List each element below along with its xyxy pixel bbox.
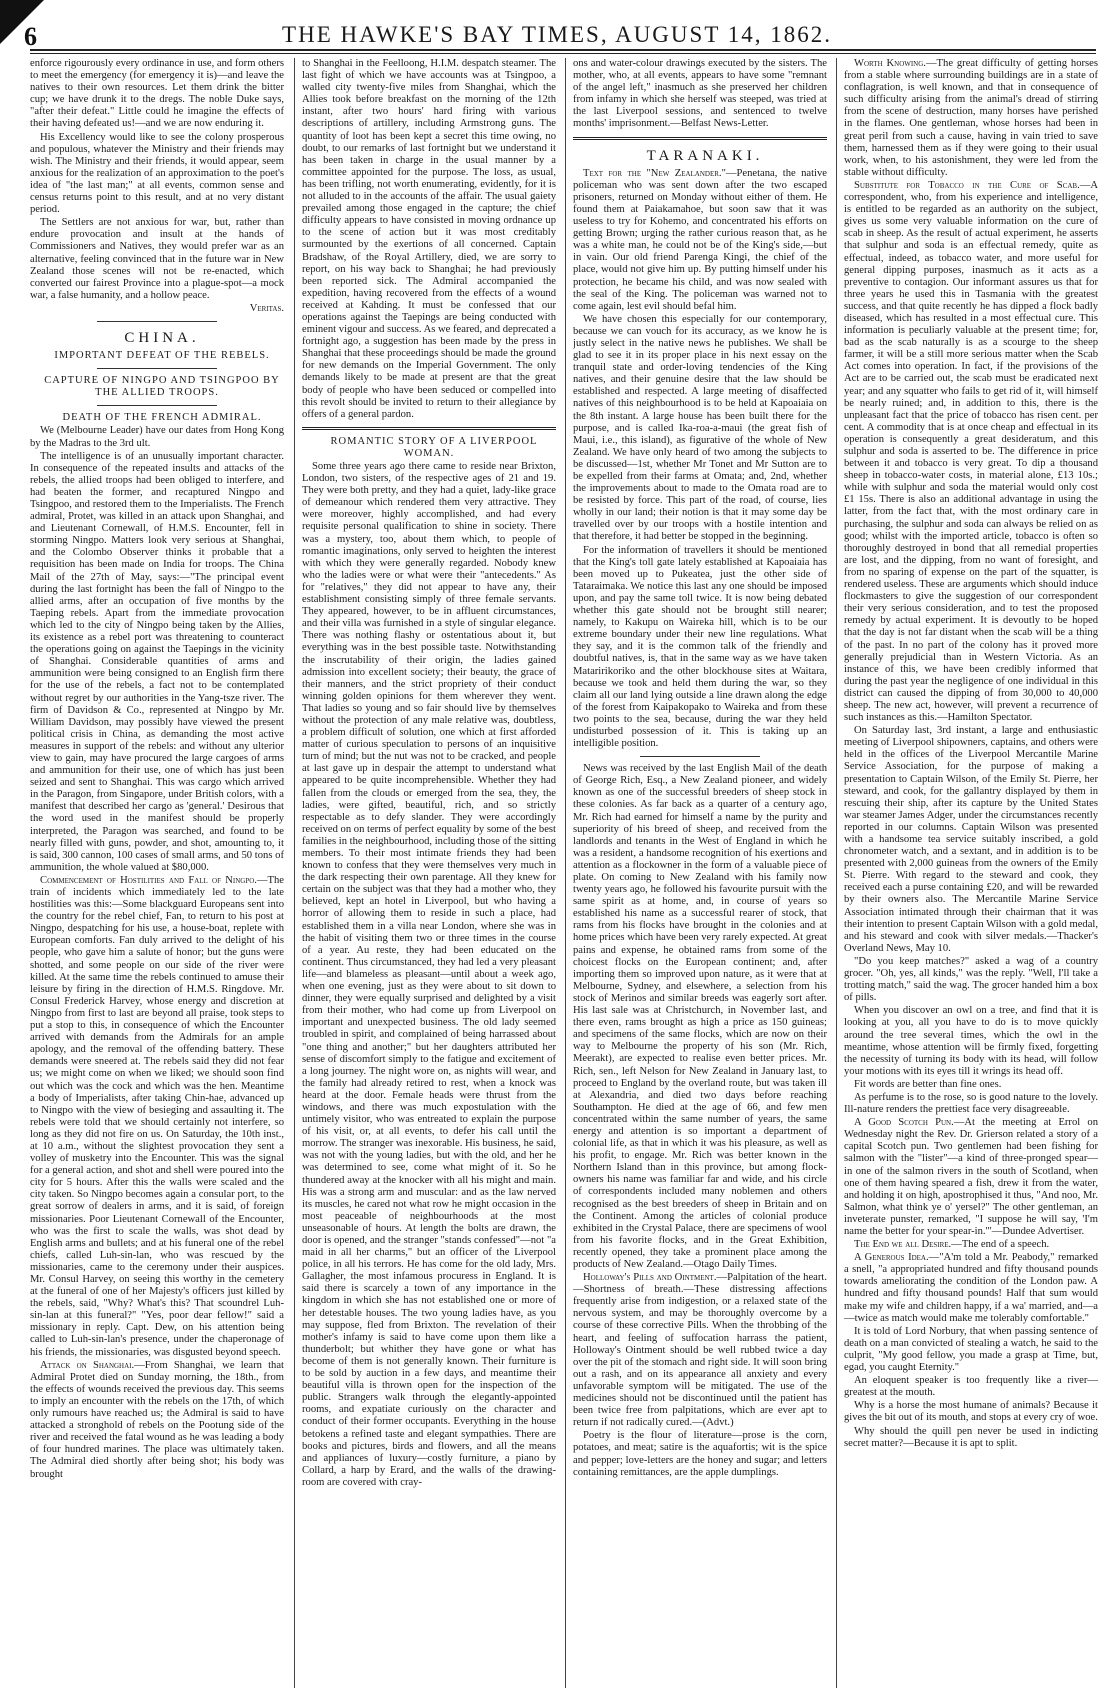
paragraph: His Excellency would like to see the colony prosperous and populous, whatever the Ministry and their friends may wish. The Ministry and their friends, it would appear, seem anxious for the realization of an approximation to the poet's idea of "the last man;" at all events, common sense and census returns point to this result, and at no very distant period. — [30, 131, 284, 216]
paragraph-body: —A correspondent, who, from his experience and intelligence, is entitled to be regarded as an authority on the subject, gives us some very valuable information on the cure of scab in sheep. As the result of actual experiment, he asserts that sulphur and soda is an effectual remedy, quite as effectual, indeed, as tobacco water, and more useful for general dipping purposes, inasmuch as it acts as a preventive to contagion. Our informant assures us that for three years he used this in Tasmania with the greatest success, and that quite recently he has dipped a flock badly diseased, which has resulted in a most effectual cure. This information is peculiarly valuable at the present time; for, bad as the scab naturally is as a scourge to the sheep farmer, it will be a still more serious matter when the Scab Act comes into operation. In fact, if the provisions of the Act are to be carried out, the scab must be eradicated next year; and any squatter who fails to get rid of it, will himself be nearly ruined; and, in addition to this, there is the unpleasant fact that the price of tobacco has risen cent. per cent. A commodity that is at once cheap and effectual in its operation is consequently a great desideratum, and this sulphur and soda is asserted to be. The difference in price between it and tobacco is very great. To dip a thousand sheep in tobacco-water costs, in material alone, £13 10s.; while with sulphur and soda the material would only cost £1 15s. There is also an additional advantage in using the latter, from the fact that, with the most ordinary care in purchasing, the sulphur and soda can always be relied on as good; whilst with the imported article, tobacco is often so thoroughly destroyed in bond that all remedial properties are lost, and the dipping, from no want of foresight, and from no sparing of expense on the part of the squatter, is rendered useless. These are arguments which should induce flockmasters to give the suggestion of our correspondent their very serious consideration, and to test the proposed remedy by actual experiment. It is devoutly to be hoped that the day is not far distant when the scab will be a thing of the past. In no part of the colony has it proved more generally prejudicial than in Western Victoria. As an instance of this, we have been credibly informed that during the past year the negligence of one individual in this district can caused the dipping of from 30,000 to 40,000 sheep. The new act, however, will prevent a recurrence of such instances as this.—Hamilton Spectator. — [844, 179, 1098, 724]
paragraph-lead: The End we all Desire. — [854, 1239, 952, 1251]
column-divider — [294, 58, 295, 1688]
section-heading-romance: ROMANTIC STORY OF A LIVERPOOL WOMAN. — [330, 435, 538, 459]
paragraph-lead: A Good Scotch Pun. — [854, 1117, 954, 1129]
paragraph-body: —From Shanghai, we learn that Admiral Protet died on Sunday morning, the 18th., from the effects of wounds received the previous day. This seems to imply an encounter with the rebels on the 17th, of which only rumours have reached us; the Admiral is said to have attacked a stronghold of rebels on the Pootung side of the river and received the fatal wound as he was leading a body of four hundred marines. The place was ultimately taken. The Admiral died shortly after being shot; his body was brought — [30, 1359, 284, 1480]
section-rule — [302, 427, 556, 430]
paragraph-body: —The great difficulty of getting horses from a stable where surrounding buildings are in a state of conflagration, is well known, and that in consequence of such difficulty arising from the animal's dread of stirring from the scene of destruction, many horses have perished in the flames. One gentleman, whose horses had been in great peril from such a cause, having in vain tried to save them, harnessed them as if they were going to their usual work, when, to his astonishment, they were led from the stable without difficulty. — [844, 58, 1098, 178]
columns — [30, 58, 1096, 1688]
section-rule — [97, 321, 217, 322]
paragraph — [844, 1239, 1098, 1251]
paragraph-lead: Commencement of Hostilities and Fall of Ningpo. — [40, 874, 257, 886]
paragraph-lead: Worth Knowing. — [854, 58, 926, 69]
paragraph-body: —At the meeting at Errol on Wednesday night the Rev. Dr. Grierson related a story of a capital Scotch pun. Two gentlemen had been fishing for salmon with the "lister"—a kind of three-pronged spear—in one of the salmon rivers in the south of Scotland, when one of them having speared a fish, drew it from the water, and holding it on high, apostrophised it thus, "And noo, Mr. Salmon, what think ye o' yersel?" The other gentleman, an inveterate punster, remarked, "I suppose he will say, 'I'm name the better for your spear-in.'"—Dundee Advertiser. — [844, 1117, 1098, 1237]
paragraph — [30, 875, 284, 1359]
paragraph: "Do you keep matches?" asked a wag of a country grocer. "Oh, yes, all kinds," was the reply. "Well, I'll take a trotting match," said the wag. The grocer handed him a box of pills. — [844, 955, 1098, 1004]
paragraph-lead: Substitute for Tobacco in the Cure of Scab. — [854, 179, 1080, 191]
paragraph: Why is a horse the most humane of animals? Because it gives the bit out of its mouth, and stops at every cry of woe. — [844, 1400, 1098, 1424]
paragraph: An eloquent speaker is too frequently like a river—greatest at the mouth. — [844, 1375, 1098, 1399]
paragraph: We (Melbourne Leader) have our dates from Hong Kong by the Madras to the 3rd ult. — [30, 425, 284, 449]
paragraph — [573, 1272, 827, 1429]
paragraph: News was received by the last English Mail of the death of George Rich, Esq., a New Zealand pioneer, and widely known as one of the successful breeders of sheep stock in these colonies. As far back as a quarter of a century ago, Mr. Rich had earned for himself a name by the purity and superiority of his breed of sheep, and received from the landlords and tenants in the West of England in which he was a resident, a handsome recognition of his exertions and attention as a flockowner in the form of a valuable piece of plate. On coming to New Zealand with his family now twenty years ago, he followed his favourite pursuit with the same spirit as at home, and, in course of years so established his name as a successful rearer of stock, that rams from his flocks have brought in the colonies and at home prices which have been very rarely expected. At great pains and expense, he obtained rams from some of the choicest flocks on the European continent; and, after importing them so improved upon nature, as it were that at Melbourne, Sydney, and elsewhere, a selection from his stock of Merinos and similar breeds was eagerly sort after. His last sale was at Christchurch, in November last, and there even, rams brought as high a price as 150 guineas; and specimens of the same flocks, which are now on their way to Melbourne the property of his son (Mr. Rich, Meerakt), are expected to realise even better prices. Mr. Rich, sen., left Nelson for New Zealand in January last, to proceed to England by the overland route, but was taken ill at Alexandria, and died two days before reaching Southampton. He died at the age of 66, and few men concentrated within the same number of years, the same energy and attention is so important a department of colonial life, as that in which it was his pleasure, as well as his profit, to engage. Mr. Rich was better known in the Northern Island than in this province, but among flock-owners his name was familiar far and wide, and his circle of correspondents included many noblemen and others recognised as the best breeders of sheep in Britain and on the Continent. Among the articles of colonial produce exhibited in the Crystal Palace, there are specimens of wool from his favorite flocks, and in the Great Exhibition, recently opened, they take a prominent place among the products of New Zealand.—Otago Daily Times. — [573, 763, 827, 1270]
paragraph-lead: Text for the "New Zealander." — [583, 167, 726, 179]
paragraph: When you discover an owl on a tree, and find that it is looking at you, all you have to do is to move quickly around the tree several times, which the owl in the meantime, whose attention will be firmly fixed, forgetting the necessity of turning its body with its head, will follow your motions with its eyes till it wrings its head off. — [844, 1005, 1098, 1077]
paragraph — [30, 1360, 284, 1481]
paragraph: The Settlers are not anxious for war, but, rather than endure provocation and insult at the hands of Commissioners and Natives, they would prefer war as an alternative, feeling convinced that in the future war in New Zealand those scenes will not be re-enacted, which converted our fairest Province into a plague-spot—a mock war, a false humanity, and a hollow peace. — [30, 217, 284, 301]
paragraph: Why should the quill pen never be used in indicting secret matter?—Because it is apt to split. — [844, 1425, 1098, 1449]
paragraph: It is told of Lord Norbury, that when passing sentence of death on a man convicted of stealing a watch, he said to the culprit, "My good fellow, you made a grasp at Time, but, egad, you caught Eternity." — [844, 1325, 1098, 1374]
subheading: CAPTURE OF NINGPO AND TSINGPOO BY THE ALLIED TROOPS. — [44, 375, 280, 399]
column-4 — [844, 58, 1098, 1688]
section-rule — [573, 137, 827, 140]
paragraph-body: —"A'm told a Mr. Peabody," remarked a snell, "a appropriated hundred and fifty thousand pounds towards ameliorating the condition of the London paw. A hundred and fifty thousand pounds! Half that sum would make my wife and children happy, if a wa' married, and—a—twice as match would make me tolerably comfortable." — [844, 1252, 1098, 1324]
column-1 — [30, 58, 284, 1688]
paragraph — [844, 1117, 1098, 1238]
column-divider — [836, 58, 837, 1688]
section-rule — [97, 405, 217, 406]
header-rule — [30, 49, 1096, 51]
paragraph — [573, 168, 827, 313]
paragraph-body: —Palpitation of the heart.—Shortness of breath.—These distressing affections frequently arise from indigestion, or a relaxed state of the nervous system, and may be thoroughly overcome by a course of these corrective Pills. When the throbbing of the heart, and feeling of suffocation harrass the patient, Holloway's Ointment should be well rubbed twice a day over the pit of the stomach and right side. It will soon bring out a rash, and on its appearance all anxiety and every unfavorable symptom will be mitigated. The use of the medicines should not be discontinued until the patient has been twice free from palpitations, which are ever apt to return if not radically cured.—(Advt.) — [573, 1272, 827, 1429]
paragraph — [844, 58, 1098, 179]
column-3 — [573, 58, 827, 1688]
page-number: 6 — [24, 22, 37, 51]
subheading: IMPORTANT DEFEAT OF THE REBELS. — [54, 350, 270, 362]
paragraph: ons and water-colour drawings executed by the sisters. The mother, who, at all events, appears to have some "remnant of the angel left," inasmuch as she preserved her children from infamy in which she herself was steeped, was tried at the last Liverpool sessions, and sentenced to twelve months' imprisonment.—Belfast News-Letter. — [573, 58, 827, 130]
paragraph: Poetry is the flour of literature—prose is the corn, potatoes, and meat; satire is the aquafortis; wit is the spice and pepper; love-letters are the honey and sugar; and letters containing remittances, are the apple dumplings. — [573, 1430, 827, 1478]
paragraph — [844, 180, 1098, 724]
paragraph: Some three years ago there came to reside near Brixton, London, two sisters, of the respective ages of 21 and 19. They were both pretty, and they had a quiet, lady-like grace of demeanour which rendered them very attractive. They were moreover, highly accomplished, and had every requisite personal qualification to shine in society. There was a mystery, too, about them which, to people of romantic imaginations, only served to heighten the interest with which they were generally regarded. Nobody knew who the ladies were or what were their "antecedents." As for "relatives," they did not appear to have any, their establishment consisting simply of three female servants. They appeared, however, to be in affluent circumstances, and their villa was furnished in a style of singular elegance. There was nothing flashy or ostentatious about it, but everything was in the best possible taste. Notwithstanding the inscrutability of their origin, the ladies gained admission into excellent society; their beauty, the grace of their manners, and the strict propriety of their conduct winning golden opinions for them wherever they went. That ladies so young and so fair should live by themselves without the protection of any male relative was, doubtless, a problem difficult of solution, one which at first afforded matter of curious speculation to persons of an inquisitive turn of mind; but the nut was not to be cracked, and people at last gave up in despair the attempt to understand what appeared to be quite incomprehensible. Whether they had fallen from the clouds or emerged from the sea, they, the ladies, were gifted, beautiful, rich, and so strictly respectable as to defy slander. They were accordingly received on on terms of perfect equality by some of the best families in the neighbourhood, including those of the sitting members. To their most intimate friends they had been known to confess that they were themselves very much in the dark respecting their own parentage. All they knew for certain on the subject was that they had a mother who, they believed, kept an hotel in Liverpool, but who having a horror of allowing them to reside in such a place, had established them in a villa near London, where she was in the habit of visiting them two or three times in the course of a year. Au reste, they had been educated on the continent. Thus circumstanced, they had led a very pleasant life—and blameless as pleasant—until about a week ago, when one evening, just as they were about to sit down to dinner, they were equally surprised and delighted by a visit from their mother, who had come up from Liverpool on important and unexpected business. The old lady seemed troubled in spirit, and complained of being harrassed about "one thing and another;" but her daughters attributed her sense of discomfort simply to the fatigue and excitement of a long journey. The night wore on, as nights will wear, and the family had already retired to rest, when a knock was heard at the door. Female heads were thrust from the windows, and there was much expostulation with the untimely visitor, who was entreated to explain the purpose of his visit, or, at all events, to defer his call until the morrow. The stranger was inexorable. His business, he said, was not with the young ladies, but with the old, and her he was determined to see, come what might of it. So he thundered away at the knocker with all his might and main. His was a strong arm and muscular: and as the law nerved its muscles, he cared not what row he might occasion in the most peaceable of neighbourhoods at the most unseasonable of hours. At length the bolts are drawn, the door is opened, and the stranger "stands confessed"—not "a maid in all her charms," but an officer of the Liverpool police, in all his terrors. He has come for the old lady, Mrs. Gallagher, the most infamous procuress in England. It is said there is scarcely a town of any importance in the kingdom in which she has not established one or more of her detestable houses. The two young ladies have, as you may suppose, fled from Brixton. The revelation of their mother's infamy is said to have come upon them like a thunderbolt; but whither they have gone or what has become of them is not generally known. Their furniture is to be sold by auction in a few days, and meantime their beautiful villa is thrown open for the inspection of the public. Strangers walk through the elegantly-appointed rooms, and expatiate curiously on the character and conduct of their former occupants. Everything in the house betokens a refined taste and elegant sympathies. There are books and pictures, birds and flowers, and all the means and appliances of luxury—costly furniture, a piano by Collard, a harp by Erard, and the walls of the drawing-room are covered with cray- — [302, 461, 556, 1488]
paragraph-body: —The train of incidents which immediately led to the late hostilities was this:—Some blackguard Europeans sent into the country for the rebel chief, Fan, to return to his post at Ningpo, despatching for his use, a house-boat, replete with European comforts. Fan duly arrived to the delight of his people, who gave him a salute of honor; but the guns were shotted, and some people on our side of the river were killed. At the same time the rebels continued to amuse their leisure by firing in the direction of H.M.S. Ringdove. Mr. Consul Frederick Harvey, whose energy and discretion at Ningpo from first to last are beyond all praise, took steps to put a stop to this, in consequence of which the Encounter arrived with demands from the Admirals for an ample apology, and the removal of the offending battery. These demands were sneered at. The rebels said they did not fear us; we might come on when we liked; we should soon find out which was the cock and which was the hen. Meantime a body of Imperialists, after taking Chin-hae, advanced up to Ningpo with the view of besieging and assaulting it. The rebels were told that we should certainly not interfere, so long as they did not fire on us. On Saturday, the 10th inst., at 10 a.m., without the slightest provocation they sent a volley of musketry into the Encounter. This was the signal for a general action, and shot and shell were poured into the city for 5 hours. After this the walls were scaled and the city taken. So Ningpo becomes again a consular port, to the great sorrow of dealers in arms, and it is said, of foreign missionaries. Poor Lieutenant Cornewall of the Encounter, who was the first to scale the walls, was shot dead by English arms and bullets; and at his funeral one of the rebel chiefs, called Luh-sin-lan, who was rescued by the missionaries, came to the ceremony under their auspices. Mr. Consul Harvey, on seeing this worthy in the cemetery at the funeral of one of her Majesty's officers just killed by the rebels, said, "Why? What's this? That scoundrel Luh-sin-lan at this funeral?" "Yes, poor dear fellow!" said a missionary in reply. Capt. Dew, on his attention being called to Luh-sin-lan's presence, under the chaperonage of his friends, the missionaries, was disgusted beyond speech. — [30, 874, 284, 1358]
paragraph: Fit words are better than fine ones. — [854, 1078, 1002, 1090]
paragraph-lead: Attack on Shanghai. — [40, 1359, 135, 1371]
paragraph: enforce rigourously every ordinance in use, and form others to meet the emergency (for emergency it is)—and leave the natives to their own resources. Let them drink the bitter cup; we have drunk it to the dregs. The noble Duke says, "after their defeat." Little could he imagine the effects of their having defeated us!—and we are now enduring it. — [30, 58, 284, 130]
paragraph — [844, 1252, 1098, 1325]
section-rule — [97, 368, 217, 369]
paragraph: For the information of travellers it should be mentioned that the King's toll gate lately established at Kapoaiaia has been moved up to Pukeatea, just the other side of Tataraimaka. We notice this last any one should be imposed upon, and pay the same toll twice. It is now being debated whether this gate should not be brought still nearer; namely, to Kakupu on Waireka hill, which is to be our extreme boundary under their new line regulations. What they say, and it is the common talk of the friendly and doubtful natives, is, that in the same way as we have taken Mataririkoriko and the other blockhouse sites at Waitara, because we took and held them during the war, so they claim all our land lying outside a line drawn along the edge of the forest from Kaipakopako to Waireka and from these two points to the sea, because, during the war they held undisturbed possession of it. This is taking up an intelligible position. — [573, 544, 827, 750]
section-rule — [640, 756, 760, 757]
paragraph: On Saturday last, 3rd instant, a large and enthusiastic meeting of Liverpool shipowners, captains, and others were held in the offices of the Liverpool Mercantile Marine Service Association, for the purpose of making a presentation to Captain Wilson, of the Emily St. Pierre, her steward, and cook, for the gallantry displayed by them in rescuing their ship, after its capture by the United States war steamer James Adger, under the circumstances recently reported in our columns. Captain Wilson was presented with a handsome tea service suitably inscribed, a gold chronometer watch, and a sextant, and in addition is to be presented with 2,000 guineas from the owners of the Emily St. Pierre. With regard to the steward and cook, they received each a purse containing £20, and will be rewarded by their owners also. The Mercantile Marine Service Association intimated through their chairman that it was their intention to present Captain Wilson with a gold medal, and his steward and cook with silver medals.—Thacker's Overland News, May 10. — [844, 725, 1098, 954]
paragraph-lead: A Generous Idea. — [854, 1252, 929, 1264]
paragraph: to Shanghai in the Feelloong, H.I.M. despatch steamer. The last fight of which we have accounts was at Tsingpoo, a walled city twenty-five miles from Shanghai, which the Allies took before breakfast on the morning of the 12th instant, after two hours' hard firing with various descriptions of artillery, including Armstrong guns. The quantity of loot has been kept a secret this time owing, no doubt, to our remarks of last fortnight but we understand it has been taken in charge in the usual manner by a committee appointed for the purpose. The loss, as usual, has been trifling, not worth enumerating, evidently, for it is not alluded to in the accounts of the affair. The usual gaiety prevailed among those engaged in the capture; the chief difficulty appears to have consisted in moving ordnance up to the scene of action but it was most creditably surmounted by the exertions of all concerned. Captain Bradshaw, of the Royal Artillery, died, we are sorry to report, on his way back to Shanghai; he had previously been reported sick. The Admiral accompanied the expedition, having recovered from the effects of a wound received at Kahding. It must be confessed that our operations against the Taepings are being conducted with eminent vigour and success. As we feared, and deprecated a fortnight ago, a suggestion has been made by the press in Shanghai that these proceedings should be made the ground for new demands on the Imperial Government. The only demands likely to be made at present are that the great body of people who have been seduced or compelled into this revolt should be invited to return to their allegiance by offers of a general pardon. — [302, 58, 556, 420]
section-heading-taranaki: TARANAKI. — [646, 147, 764, 164]
paragraph: As perfume is to the rose, so is good nature to the lovely. Ill-nature renders the prettiest face very disagreeable. — [844, 1091, 1098, 1116]
header-rule-thin — [30, 53, 1096, 54]
column-2 — [302, 58, 556, 1688]
section-heading-china: CHINA. — [124, 329, 200, 346]
newspaper-title: THE HAWKE'S BAY TIMES, AUGUST 14, 1862. — [282, 22, 832, 47]
subheading: DEATH OF THE FRENCH ADMIRAL. — [62, 412, 262, 424]
paragraph-lead: Holloway's Pills and Ointment. — [583, 1272, 717, 1284]
paragraph-body: —Penetana, the native policeman who was sent down after the two escaped prisoners, returned on Monday without either of them. He found them at Paiakamahoe, but soon saw that it was useless to try for Kohemo, and concentrated his efforts on getting Brown; urging the rather curious reason that, as he was a white man, he could not be of the King's side,—but in vain. Our old friend Parenga Kingi, the chief of the place, would not give him up. By putting himself under his protection, he became his child, and was now sealed with the seal of the King. The policeman was warned not to come again, lest evil should befal him. — [573, 167, 827, 312]
paragraph: The intelligence is of an unusually important character. In consequence of the repeated insults and attacks of the rebels, the allied troops had been obliged to interfere, and had beaten the former, and recaptured Ningpo and Tsingpoo, and restored them to the Imperialists. The French admiral, Protet, was killed in an attack upon Shanghai, and and Lieutenant Cornewall, of H.M.S. Encounter, fell in storming Ningpo. Matters look very serious at Shanghai, and the Colombo Observer thinks it probable that a requisition has been made on India for troops. The China Mail of the 27th of May, says:—"The principal event during the last fortnight has been the fall of Ningpo to the allied arms, after an occupation of five months by the Taeping rebels. Apart from the immediate provocation which led to the city of Ningpo being taken by the Allies, its existence as a rebel port was threatening to counteract the operations going on against the Taepings in the vicinity of Shanghai. Considerable quantities of arms and ammunition were being consigned to an English firm there for the use of the rebels, a fact not to be contemplated without regret by our authorities in the Yang-tsze river. The firm of Davidson & Co., represented at Ningpo by Mr. William Davidson, may possibly have viewed the present political crisis in China, as demanding the most active measures in support of the rebels: and without any ulterior view to gain, may have procured the large cargoes of arms and ammunition for their use, one of which has just been seized and sent to Shanghai. This was cargo which arrived in the Paragon, from Singapore, under British colors, with a manifest that described her cargo as 'general.' Desirous that the word used in the manifest should be properly interpreted, the Paragon was searched, and found to be nearly filled with guns, powder, and shot, amounting to, it is said, 300 cannon, 100 cases of small arms, and 50 tons of ammunition, the whole valued at $80,000. — [30, 450, 284, 873]
paragraph: We have chosen this especially for our contemporary, because we can vouch for its accuracy, as we know he is justly select in the native news he publishes. We shall be glad to see it in its proper place in his next essay on the tranquil state and order-loving tendencies of the King natives, and their genuine desire that the law should be established and respected. A large meeting of disaffected natives of this neighbourhood is to be held at Kapoaiaia on the 8th instant. A large house has been built there for the purpose, and is called Ika-roa-a-maui (the great fish of Maui, i.e., this island), as figurative of the whole of New Zealand. We have only heard of two among the subjects to be discussed—1st, whether Mr Tonet and Mr Sutton are to be expelled from their farms at Omata; and, 2nd, whether the improvements about to made to the Omata road are to be resisted by force. This part of the road, of course, lies wholly in our land; their notion is that it may some day be travelled over by our troops with a hostile intention and that therefore, it had better be stopped in the beginning. — [573, 313, 827, 543]
column-divider — [565, 58, 566, 1688]
masthead — [0, 8, 1114, 51]
signature: Veritas. — [249, 302, 284, 314]
paragraph-body: —The end of a speech. — [951, 1239, 1050, 1251]
